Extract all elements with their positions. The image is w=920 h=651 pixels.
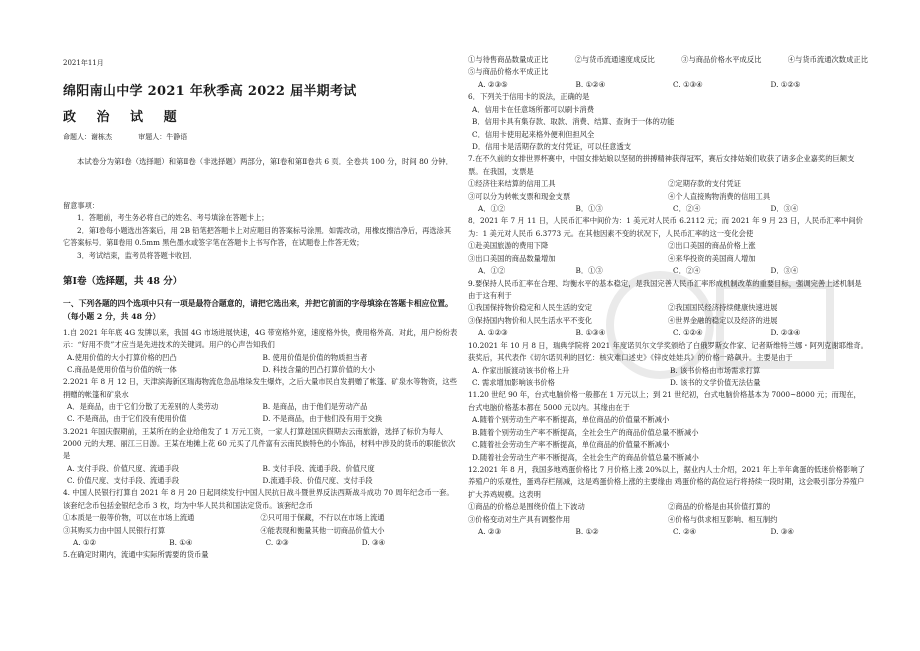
notice-item: 3．考试结束，监考员将答题卡收回． xyxy=(77,250,197,260)
option: A.使用价值的大小打算价格的凹凸 xyxy=(67,352,177,362)
option: B. ①②④ xyxy=(575,79,606,89)
option: C. ②④ xyxy=(673,527,697,537)
question-options xyxy=(468,365,868,390)
exam-title: 绵阳南山中学 2021 年秋季高 2022 届半期考试 xyxy=(63,84,357,99)
option: C．信用卡使用起来格外便利但担风全 xyxy=(472,129,595,139)
question-statements xyxy=(468,302,868,327)
author-line xyxy=(63,132,211,142)
question-stem: 10.2021 年 10 月 8 日，瑞典学院将 2021 年度诺贝尔文学奖颁给了白俄罗斯女作家、记者斯维特兰娜・阿列克谢耶维奇。获奖后，其代表作《切尔诺贝利的回忆：核灾难口述史》《锌皮娃娃兵》的价格一路飙升。主要是由于 xyxy=(468,340,868,363)
option: B. ①③④ xyxy=(575,328,606,338)
question-options xyxy=(468,203,868,215)
question-statements xyxy=(63,512,458,537)
notice-item: 1．答题前，考生务必将自己的姓名、考号填涂在答题卡上； xyxy=(77,213,269,223)
question-statements xyxy=(468,501,868,526)
option: B. 该书价格由市场需求打算 xyxy=(670,365,761,375)
statement: ①与待售商品数量成正比 xyxy=(468,55,549,64)
option: A．①② xyxy=(478,204,506,214)
statement: ②只可用于保藏，不行以在市场上流通 xyxy=(260,513,385,523)
option: C. 需求增加影响该书价格 xyxy=(472,377,555,387)
option: A．信用卡在任意场所都可以刷卡消费 xyxy=(472,104,595,114)
option: D. ③④ xyxy=(361,537,386,547)
statement: ④价格与供求相互影响、相互制约 xyxy=(668,514,778,524)
question-stem: 5.在确定时期内，流通中实际所需要的货币量 xyxy=(63,550,209,560)
option: D. ③④ xyxy=(770,527,794,537)
statement: ③出口美国的商品数量增加 xyxy=(468,253,556,263)
option: B. 支付手段、流通手段、价值尺度 xyxy=(262,463,375,473)
option: B. ①④ xyxy=(169,537,193,547)
statement: ②与货币流通速度成反比 xyxy=(574,55,655,64)
option: A. 作家出版渡动该书价格上升 xyxy=(472,365,570,375)
section-title: 第Ⅰ卷（选择题，共 48 分） xyxy=(63,276,183,287)
statement: ③保持国内物价和人民生活水平不变化 xyxy=(468,315,593,325)
question-options xyxy=(63,463,458,488)
option: C. 价值尺度、支付手段、流通手段 xyxy=(67,476,180,486)
question-stem: 8．2021 年 7 月 11 日，人民币汇率中间价为：1 美元对人民币 6.2112 元；而 2021 年 9 月 23 日，人民币汇率中间价为：1 美元对人民币 6.3773 元。在其他因素不变的状况下，人民币汇率的这一变化会使 xyxy=(468,216,863,238)
option: D.随着社会劳动生产率不断提高，全社会生产的商品价值总量不断减小 xyxy=(472,452,699,462)
option: B. 是商品，由于他们是劳动产品 xyxy=(262,402,368,412)
question-stem: 11.20 世纪 90 年，台式电脑价格一般都在 1 万元以上；到 21 世纪初，台式电脑价格基本为 7000~8000 元；而现在，台式电脑价格基本都在 5000 元以内。其缘由在于 xyxy=(468,390,861,412)
question-options xyxy=(468,526,868,538)
option: A.随着个别劳动生产率不断提高，单位商品的价值量不断减小 xyxy=(472,415,670,425)
statement: ①商品的价格总是围绕价值上下波动 xyxy=(468,502,585,512)
statement: ⑤与商品价格水平成正比 xyxy=(468,67,549,77)
question-statements xyxy=(468,54,868,66)
option: B.随着个别劳动生产率不断提高，全社会生产的商品价值总量不断减小 xyxy=(472,427,699,437)
question-statements xyxy=(468,240,868,265)
statement: ②定期存款的支付凭证 xyxy=(668,179,741,189)
option: D．③④ xyxy=(770,204,799,214)
statement: ①赴美国旅游的费用下降 xyxy=(468,241,549,251)
statement: ④与货币流通次数成正比 xyxy=(787,55,868,64)
question-statements xyxy=(468,178,868,203)
reviewer: 审题人：牛静语 xyxy=(138,133,188,141)
option: A. ②③⑤ xyxy=(478,79,508,89)
option: D. ①②⑤ xyxy=(770,79,801,89)
option: D. 科技含量的凹凸打算价值的大小 xyxy=(262,365,375,375)
option: C．②④ xyxy=(673,266,701,276)
statement: ②我国国民经济持续健康快速进展 xyxy=(668,303,778,313)
question-stem: 7.在不久前的女排世界杯赛中，中国女排姑娘以坚韧的拼搏精神获得冠军，赛后女排姑娘们收获了诸多企业嘉奖的巨额支票。在我国，支票是 xyxy=(468,154,855,176)
option: D. 该书的文学价值无法估量 xyxy=(670,377,761,387)
question-stem: 3.2021 年国庆假期前，王某所在的企业给他发了 1 万元工资，一家人打算趁国庆假期去云南旅游，选择了标价为每人 2000 元的大理、丽江三日游。王某在地摊上花 60 元买了几件富有云南民族特色的小饰品，材料中涉及的货币的职能依次是 xyxy=(63,426,456,461)
questions-right xyxy=(468,54,868,538)
option: A. ①②③ xyxy=(478,328,508,338)
notice-title: 留意事项： xyxy=(63,201,99,210)
statement: ①本质是一般等价物，可以在市场上流通 xyxy=(63,513,195,523)
exam-intro: 本试卷分为第Ⅰ卷（选择题）和第Ⅱ卷（非选择题）两部分，第Ⅰ卷和第Ⅱ卷共 6 页．全卷共 100 分，时间 80 分钟． xyxy=(77,157,453,166)
question-stem: 2.2021 年 8 月 12 日，天津滨海新区瑞海物流危急品堆垛发生爆炸，之后大量市民自发捐赠了帐篷、矿泉水等物资，这些捐赠的帐篷和矿泉水 xyxy=(63,377,458,399)
statement: ②出口美国的商品价格上涨 xyxy=(668,241,756,251)
statement: ①经济往来结算的信用工具 xyxy=(468,179,556,189)
statement: ②商品的价格是由其价值打算的 xyxy=(668,502,771,512)
option: C.随着社会劳动生产率不断提高，单位商品的价值量不断减小 xyxy=(472,440,670,450)
option: C. ①③④ xyxy=(673,79,703,89)
question-stem: 9.要保持人民币汇率在合理、均衡水平的基本稳定，是我国完善人民币汇率形成机制改革的重要目标，强调完善上述机制是由于这有利于 xyxy=(468,278,862,301)
notice-block xyxy=(63,200,458,262)
question-options xyxy=(468,265,868,277)
option: D．信用卡是活期存款的支付凭证，可以任意透支 xyxy=(472,141,632,151)
question-stem: 12.2021 年 8 月，我国多地鸡蛋价格比 7 月价格上涨 20%以上，据业内人士介绍，2021 年上半年禽蛋的低迷价格影响了养殖户的乐观性，蛋鸡存栏削减，这是鸡蛋价格上涨的主要缘由 鸡蛋价格的高位运行将持续一段时期，这会吸引部分养殖户扩大养鸡规模。这表明 xyxy=(468,464,865,499)
option: D. ②③④ xyxy=(770,328,801,338)
question-stem: 1.自 2021 年年底 4G 发牌以来，我国 4G 市场进展快速，4G 带宽格外宽，速度格外快，费用格外高．对此，用户纷纷表示：“好用不贵”才应当是先进技术的关键词。用户的心声告知我们 xyxy=(63,328,458,350)
option: C. ①②④ xyxy=(673,328,703,338)
option: C．②④ xyxy=(673,204,701,214)
option: C. ②③ xyxy=(265,537,289,547)
option: D. 不是商品，由于他们没有用于交换 xyxy=(262,414,383,424)
exam-subject: 政 治 试 题 xyxy=(63,110,185,125)
statement: ①我国保持物价稳定和人民生活的安定 xyxy=(468,303,593,313)
option: A. ①② xyxy=(73,537,96,547)
option: A. ②③ xyxy=(478,527,501,537)
option: B. ①② xyxy=(575,527,599,537)
question-options xyxy=(468,327,868,339)
statement: ③与商品价格水平成反比 xyxy=(681,55,762,64)
author: 命题人：谢栋杰 xyxy=(63,133,112,141)
exam-date: 2021年11月 xyxy=(63,59,104,67)
statement: ④来华投资的美国商人增加 xyxy=(668,253,756,263)
option: A．①② xyxy=(478,266,506,276)
question-options xyxy=(63,401,458,426)
question-options xyxy=(468,79,868,91)
statement: ③可以分为转帐支票和现金支票 xyxy=(468,191,571,201)
question-stem: 6．下列关于信用卡的说法，正确的是 xyxy=(468,92,590,102)
notice-item: 2．第Ⅰ卷每小题选出答案后，用 2B 铅笔把答题卡上对应题目的答案标号涂黑．如需改动，用橡皮擦洁净后，再选涂其它答案标号．第Ⅱ卷用 0.5mm 黑色墨水或签字笔在答题卡上书写作答，在试题卷上作答无效； xyxy=(63,225,452,248)
option: B．信用卡具有集存款、取款、消费、结算、查询于一体的功能 xyxy=(472,117,675,127)
option: D.流通手段、价值尺度、支付手段 xyxy=(262,476,373,486)
section-instruction: 一、下列各题的四个选项中只有一项是最符合题意的，请把它选出来，并把它前面的字母填涂在答题卡相应位置。（每小题 2 分，共 48 分） xyxy=(63,299,453,321)
questions-left xyxy=(63,327,458,562)
option: C.商品是使用价值与价值的统一体 xyxy=(67,365,177,375)
option: A. 支付手段、价值尺度、流通手段 xyxy=(67,463,180,473)
question-options xyxy=(63,537,458,549)
option: B．①③ xyxy=(575,266,603,276)
option: D．③④ xyxy=(770,266,799,276)
option: C. 不是商品，由于它们没有使用价值 xyxy=(67,414,187,424)
statement: ④个人直接购物消费的信用工具 xyxy=(668,191,771,201)
statement: ④能表现和衡量其他一切商品价值大小 xyxy=(260,525,385,535)
question-options xyxy=(63,352,458,377)
question-stem: 4. 中国人民银行打算自 2021 年 8 月 20 日起同续发行中国人民抗日战斗暨世界反法西斯战斗成功 70 周年纪念币一套。该套纪念币包括金银纪念币 3 枚，均为中华人民共和国法定货币。该套纪念币 xyxy=(63,488,454,510)
statement: ③其购买力由中国人民银行打算 xyxy=(63,525,166,535)
option: B．①③ xyxy=(575,204,603,214)
option: A．是商品，由于它们分散了无差别的人类劳动 xyxy=(67,402,219,412)
statement: ③价格变动对生产具有调整作用 xyxy=(468,514,571,524)
statement: ④世界金融的稳定以及经济的进展 xyxy=(668,315,778,325)
option: B. 使用价值是价值的物质担当者 xyxy=(262,352,368,362)
